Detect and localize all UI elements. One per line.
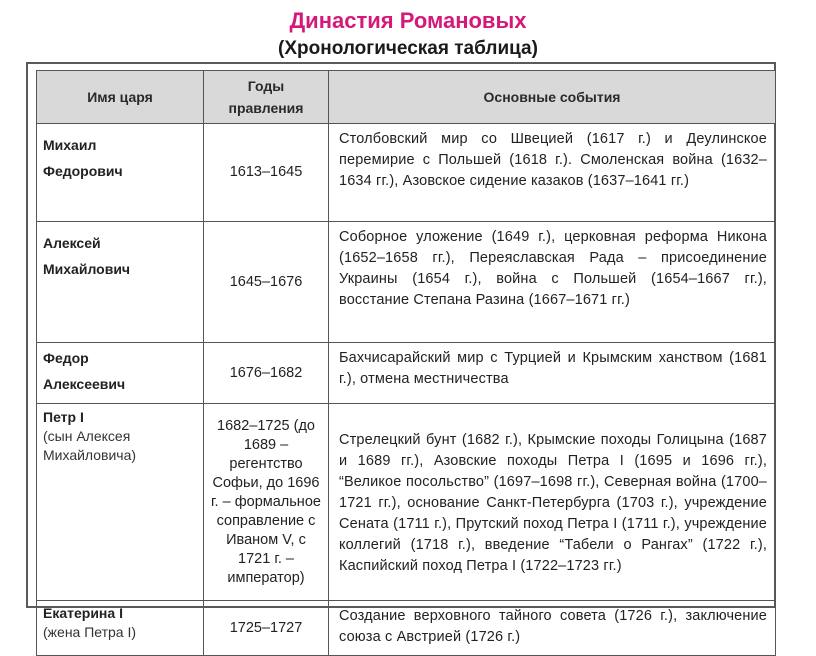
reign-years-cell: 1613–1645	[204, 124, 329, 222]
tsar-name-cell	[37, 124, 204, 222]
events-cell: Соборное уложение (1649 г.), церковная реформа Никона (1652–1658 гг.), Переяславская Рада – присоединение Украины (1654 г.), война с Польшей (1654–1667 гг.), восстание Степана Разина (1667–1671 гг.)	[329, 222, 776, 343]
table-row	[37, 124, 776, 222]
tsar-note: (жена Петра I)	[43, 624, 137, 640]
header-events: Основные события	[329, 71, 776, 124]
tsar-name-line2: Федорович	[43, 163, 123, 179]
reign-years-cell: 1676–1682	[204, 343, 329, 404]
header-name: Имя царя	[37, 71, 204, 124]
tsar-name-cell	[37, 222, 204, 343]
tsar-name-cell	[37, 343, 204, 404]
reign-years-cell: 1725–1727	[204, 601, 329, 656]
header-years	[204, 71, 329, 124]
tsar-name-cell	[37, 601, 204, 656]
chronology-table	[36, 70, 776, 656]
page-title: Династия Романовых	[289, 8, 527, 33]
tsar-name-line1: Алексей	[43, 235, 101, 251]
table-row	[37, 601, 776, 656]
reign-years-cell: 1682–1725 (до 1689 – регентство Софьи, до 1696 г. – формальное соправление с Иваном V, с 1721 г. – император)	[204, 404, 329, 601]
events-cell: Бахчисарайский мир с Турцией и Крымским ханством (1681 г.), отмена местничества	[329, 343, 776, 404]
events-cell: Создание верховного тайного совета (1726 г.), заключение союза с Австрией (1726 г.)	[329, 601, 776, 656]
tsar-note: (сын Алексея Михайловича)	[43, 428, 137, 463]
tsar-name-line1: Петр I	[43, 409, 84, 425]
table-row	[37, 222, 776, 343]
header-years-line2: правления	[228, 100, 304, 116]
tsar-name-line1: Михаил	[43, 137, 97, 153]
table-row	[37, 343, 776, 404]
events-cell: Стрелецкий бунт (1682 г.), Крымские походы Голицына (1687 и 1689 гг.), Азовские походы Петра I (1695 и 1696 гг.), “Великое посольство” (1697–1698 гг.), Северная война (1700–1721 гг.), основание Санкт-Петербурга (1703 г.), учреждение Сената (1711 г.), Прутский поход Петра I (1711 г.), учреждение коллегий (1718 г.), введение “Табели о Рангах” (1722 г.), Каспийский поход Петра I (1722–1723 гг.)	[329, 404, 776, 601]
reign-years-cell: 1645–1676	[204, 222, 329, 343]
tsar-name-line2: Михайлович	[43, 261, 131, 277]
header-years-line1: Годы	[247, 78, 285, 94]
tsar-name-line2: Алексеевич	[43, 376, 126, 392]
tsar-name-line1: Федор	[43, 350, 89, 366]
tsar-name-line1: Екатерина I	[43, 605, 123, 621]
table-row	[37, 404, 776, 601]
tsar-name-cell	[37, 404, 204, 601]
events-cell: Столбовский мир со Швецией (1617 г.) и Деулинское перемирие с Польшей (1618 г.). Смоленская война (1632–1634 гг.), Азовское сидение казаков (1637–1641 гг.)	[329, 124, 776, 222]
table-header-row	[37, 71, 776, 124]
page-subtitle: (Хронологическая таблица)	[278, 38, 538, 59]
